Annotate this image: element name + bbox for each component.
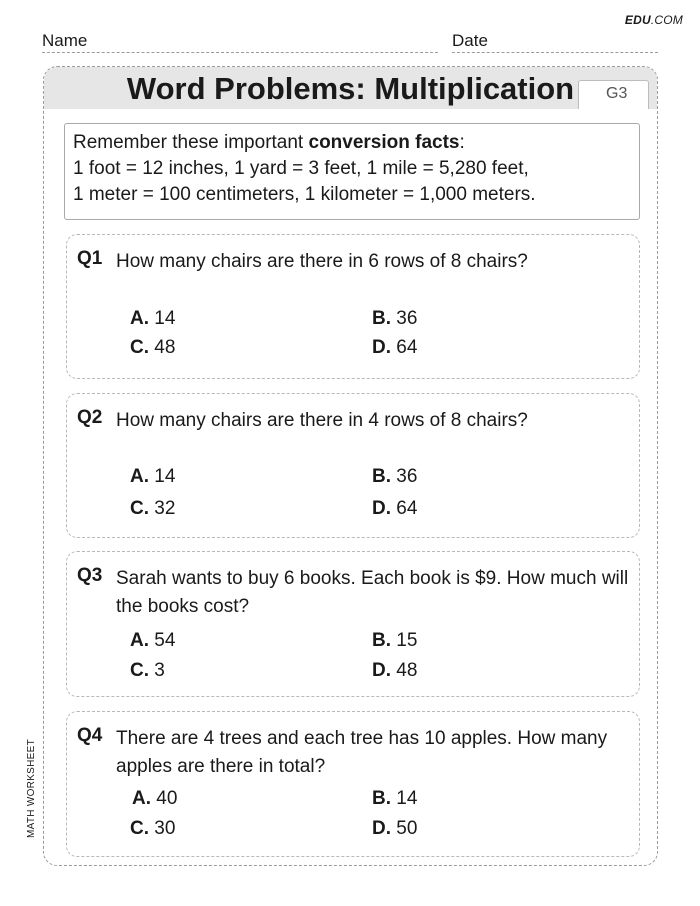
- option-a[interactable]: A. 40: [132, 788, 178, 809]
- question-text: How many chairs are there in 4 rows of 8 chairs?: [116, 410, 528, 431]
- facts-intro: Remember these important conversion facts:: [73, 132, 465, 153]
- date-label: Date: [452, 31, 488, 50]
- worksheet: [43, 66, 658, 866]
- page-title: Word Problems: Multiplication: [126, 71, 575, 106]
- question-number: Q2: [77, 407, 103, 428]
- option-d[interactable]: D. 50: [372, 818, 418, 839]
- option-c[interactable]: C. 30: [130, 818, 176, 839]
- option-b[interactable]: B. 36: [372, 308, 418, 329]
- option-b[interactable]: B. 15: [372, 630, 418, 651]
- option-c[interactable]: C. 32: [130, 498, 176, 519]
- question-card-q3: [66, 551, 640, 697]
- option-c[interactable]: C. 3: [130, 660, 165, 681]
- option-d[interactable]: D. 64: [372, 498, 418, 519]
- question-number: Q3: [77, 565, 103, 586]
- question-number: Q1: [77, 248, 103, 269]
- option-b[interactable]: B. 36: [372, 466, 418, 487]
- option-a[interactable]: A. 54: [130, 630, 176, 651]
- option-d[interactable]: D. 48: [372, 660, 418, 681]
- question-card-q4: [66, 711, 640, 857]
- name-line: [42, 52, 438, 53]
- facts-line-2: 1 meter = 100 centimeters, 1 kilometer = 1,000 meters.: [73, 184, 536, 205]
- brand-logo: EDU.COM: [624, 13, 683, 27]
- option-a[interactable]: A. 14: [130, 466, 176, 487]
- grade-badge: G3: [578, 80, 649, 109]
- option-d[interactable]: D. 64: [372, 337, 418, 358]
- question-card-q2: [66, 393, 640, 538]
- question-text: Sarah wants to buy 6 books. Each book is $9. How much will the books cost?: [116, 568, 629, 617]
- option-a[interactable]: A. 14: [130, 308, 176, 329]
- side-label: MATH WORKSHEET: [26, 738, 37, 838]
- facts-line-1: 1 foot = 12 inches, 1 yard = 3 feet, 1 mile = 5,280 feet,: [73, 158, 529, 179]
- name-field[interactable]: [42, 31, 438, 51]
- question-number: Q4: [77, 725, 103, 746]
- question-card-q1: [66, 234, 640, 379]
- conversion-facts-box: [64, 123, 640, 220]
- question-text: How many chairs are there in 6 rows of 8 chairs?: [116, 251, 528, 272]
- date-line: [452, 52, 658, 53]
- question-text: There are 4 trees and each tree has 10 apples. How many apples are there in total?: [116, 728, 608, 777]
- option-b[interactable]: B. 14: [372, 788, 418, 809]
- date-field[interactable]: [452, 31, 658, 51]
- title-bar: [44, 67, 657, 109]
- name-label: Name: [42, 31, 88, 50]
- option-c[interactable]: C. 48: [130, 337, 176, 358]
